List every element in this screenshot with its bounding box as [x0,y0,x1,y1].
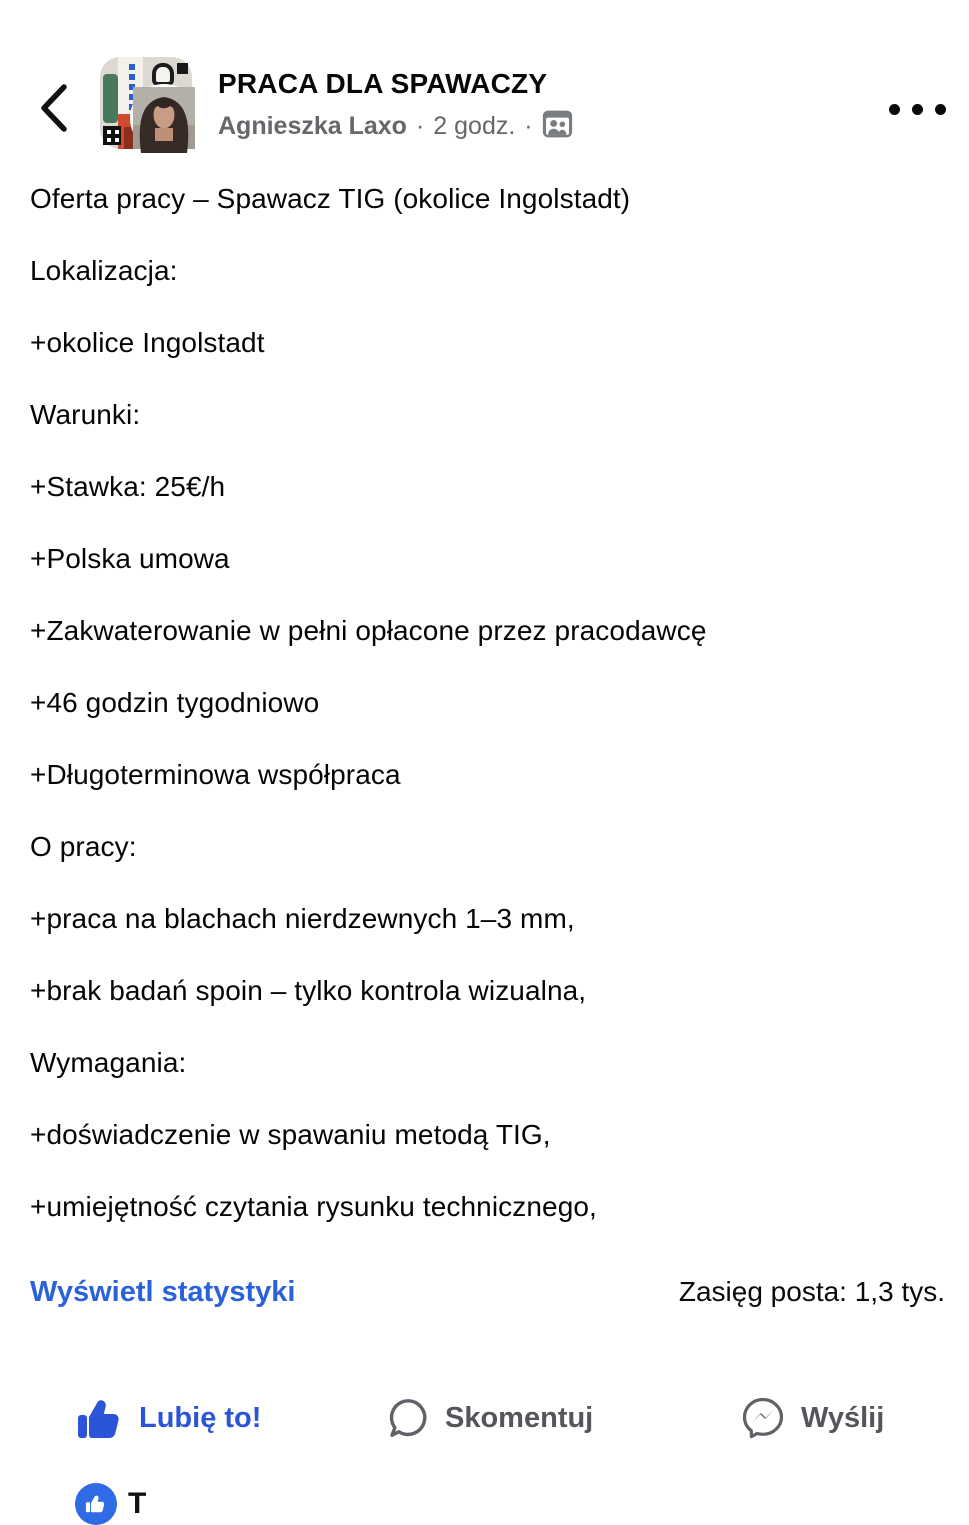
view-statistics-link[interactable]: Wyświetl statystyki [30,1276,296,1308]
back-button[interactable] [36,82,72,134]
post-paragraph: +Zakwaterowanie w pełni opłacone przez pracodawcę [30,615,707,646]
post-paragraph: +umiejętność czytania rysunku technicznego, [30,1191,597,1222]
post-paragraph: +doświadczenie w spawaniu metodą TIG, [30,1119,551,1150]
post-paragraph: +Długoterminowa współpraca [30,759,401,790]
post-paragraph: Oferta pracy – Spawacz TIG (okolice Ingolstadt) [30,183,631,214]
action-bar [0,1388,969,1448]
like-label: Lubię to! [139,1401,262,1434]
post-paragraph: O pracy: [30,831,137,862]
post-paragraph: Lokalizacja: [30,255,178,286]
post-text [30,182,945,1262]
group-title[interactable]: PRACA DLA SPAWACZY [218,68,548,99]
comment-label: Skomentuj [445,1401,594,1434]
chevron-left-icon [36,82,72,134]
meta-separator: · [415,112,425,140]
post-paragraph: +Polska umowa [30,543,230,574]
thumbs-up-mini-icon [85,1493,107,1515]
post-paragraph: +okolice Ingolstadt [30,327,265,358]
post-paragraph: +praca na blachach nierdzewnych 1–3 mm, [30,903,575,934]
stats-row [30,1276,945,1309]
thumbs-up-icon [76,1394,124,1442]
reactions-row [0,1481,969,1520]
comment-button[interactable] [386,1388,593,1448]
group-avatar[interactable] [100,57,200,152]
ellipsis-icon [912,104,923,115]
more-options-button[interactable] [889,96,947,122]
post-paragraph: Wymagania: [30,1047,187,1078]
post-meta [218,108,573,145]
post-paragraph: +brak badań spoin – tylko kontrola wizualna, [30,975,587,1006]
meta-separator: · [524,112,533,140]
ellipsis-icon [889,104,900,115]
group-privacy-icon [542,110,573,145]
post-paragraph: +Stawka: 25€/h [30,471,226,502]
post-reach-label: Zasięg posta: 1,3 tys. [678,1276,945,1307]
ellipsis-icon [935,104,946,115]
author-profile-photo [130,84,198,152]
like-reaction-badge[interactable] [75,1483,117,1525]
comment-icon [386,1396,430,1440]
post-paragraph: +46 godzin tygodniowo [30,687,320,718]
messenger-icon [740,1395,786,1441]
send-label: Wyślij [801,1401,885,1434]
timestamp: 2 godz. [433,112,516,140]
send-button[interactable] [740,1388,884,1448]
reaction-summary-text[interactable]: T [128,1487,147,1520]
like-button[interactable] [76,1388,261,1448]
author-name[interactable]: Agnieszka Laxo [218,112,407,140]
post-paragraph: Warunki: [30,399,141,430]
